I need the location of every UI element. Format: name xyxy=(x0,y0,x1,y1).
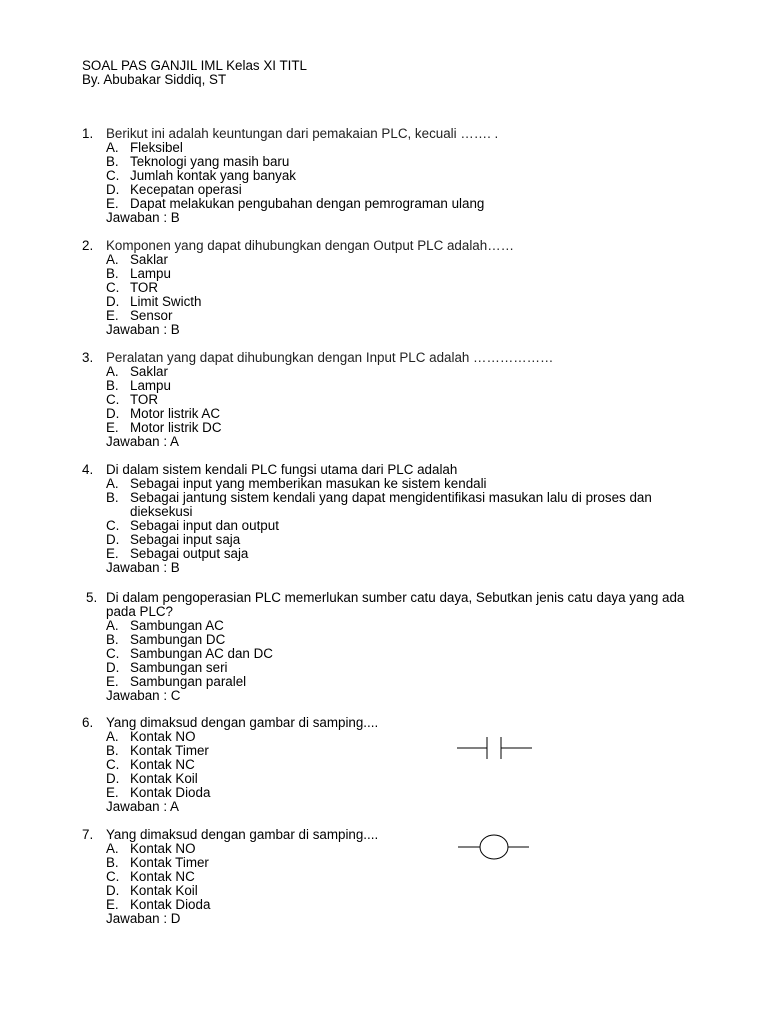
option-d xyxy=(106,295,702,309)
option-letter: B. xyxy=(106,855,119,870)
option-e xyxy=(106,786,702,800)
option-text: Dapat melakukan pengubahan dengan pemrograman ulang xyxy=(130,196,485,211)
option-d xyxy=(106,407,702,421)
option-text: Sebagai input yang memberikan masukan ke sistem kendali xyxy=(130,476,487,491)
option-text: Sambungan AC xyxy=(130,618,224,633)
option-letter: C. xyxy=(106,392,120,407)
option-text: Sambungan AC dan DC xyxy=(130,646,273,661)
option-d xyxy=(106,661,702,675)
option-letter: B. xyxy=(106,743,119,758)
option-a xyxy=(106,619,702,633)
option-letter: D. xyxy=(106,771,120,786)
option-text: Saklar xyxy=(130,252,168,267)
option-text: Kontak Dioda xyxy=(130,897,211,912)
question-number: 6. xyxy=(82,715,94,730)
option-text: Sebagai output saja xyxy=(130,546,249,561)
question-number: 2. xyxy=(82,238,94,253)
question-number: 5. xyxy=(86,590,98,605)
option-letter: E. xyxy=(106,785,119,800)
option-letter: E. xyxy=(106,308,119,323)
option-letter: D. xyxy=(106,883,120,898)
option-letter: C. xyxy=(106,869,120,884)
option-text: Kecepatan operasi xyxy=(130,182,242,197)
option-list xyxy=(106,619,702,689)
question-text: Peralatan yang dapat dihubungkan dengan Input PLC adalah ……………… xyxy=(106,350,554,365)
option-text: Motor listrik DC xyxy=(130,420,222,435)
option-text: Kontak Koil xyxy=(130,771,198,786)
option-b xyxy=(106,267,702,281)
option-e xyxy=(106,898,702,912)
option-e xyxy=(106,675,702,689)
option-text: Lampu xyxy=(130,378,171,393)
option-text: Kontak Timer xyxy=(130,855,209,870)
answer-key: Jawaban : B xyxy=(106,560,180,575)
answer-key: Jawaban : A xyxy=(106,434,179,449)
option-text: Lampu xyxy=(130,266,171,281)
option-b xyxy=(106,155,702,169)
option-e xyxy=(106,197,702,211)
option-list xyxy=(106,477,702,561)
option-letter: E. xyxy=(106,196,119,211)
option-letter: A. xyxy=(106,140,119,155)
option-b xyxy=(106,491,702,519)
question-text: Yang dimaksud dengan gambar di samping.... xyxy=(106,827,379,842)
coil-icon xyxy=(456,832,532,862)
option-text: Saklar xyxy=(130,364,168,379)
answer-key: Jawaban : B xyxy=(106,322,180,337)
option-text: Kontak Timer xyxy=(130,743,209,758)
option-text: TOR xyxy=(130,280,159,295)
option-list xyxy=(106,842,702,912)
option-d xyxy=(106,772,702,786)
question-2 xyxy=(82,239,702,337)
option-letter: C. xyxy=(106,757,120,772)
question-text: Di dalam sistem kendali PLC fungsi utama dari PLC adalah xyxy=(106,462,458,477)
option-c xyxy=(106,393,702,407)
option-a xyxy=(106,365,702,379)
option-letter: D. xyxy=(106,532,120,547)
option-b xyxy=(106,633,702,647)
document-title: SOAL PAS GANJIL IML Kelas XI TITL xyxy=(82,58,307,73)
question-5 xyxy=(82,591,702,703)
question-3 xyxy=(82,351,702,449)
answer-key: Jawaban : C xyxy=(106,688,181,703)
option-letter: E. xyxy=(106,674,119,689)
option-letter: D. xyxy=(106,406,120,421)
option-b xyxy=(106,856,702,870)
option-text: Sensor xyxy=(130,308,173,323)
normally-open-contact-icon xyxy=(455,735,535,761)
option-e xyxy=(106,547,702,561)
option-a xyxy=(106,477,702,491)
option-a xyxy=(106,253,702,267)
option-letter: E. xyxy=(106,546,119,561)
option-a xyxy=(106,842,702,856)
option-text: Sambungan DC xyxy=(130,632,226,647)
option-c xyxy=(106,281,702,295)
option-letter: D. xyxy=(106,182,120,197)
question-text: Yang dimaksud dengan gambar di samping.... xyxy=(106,715,379,730)
option-letter: A. xyxy=(106,252,119,267)
option-letter: C. xyxy=(106,646,120,661)
answer-key: Jawaban : A xyxy=(106,799,179,814)
answer-key: Jawaban : B xyxy=(106,210,180,225)
option-letter: C. xyxy=(106,168,120,183)
option-c xyxy=(106,519,702,533)
question-number: 3. xyxy=(82,350,94,365)
option-c xyxy=(106,758,702,772)
option-text: Sebagai jantung sistem kendali yang dapat mengidentifikasi masukan lalu di proses dan dieksekusi xyxy=(130,490,652,519)
option-letter: B. xyxy=(106,266,119,281)
option-list xyxy=(106,253,702,323)
question-number: 7. xyxy=(82,827,94,842)
option-text: Fleksibel xyxy=(130,140,183,155)
question-1 xyxy=(82,127,702,225)
option-d xyxy=(106,533,702,547)
option-text: Kontak NO xyxy=(130,729,196,744)
option-list xyxy=(106,365,702,435)
question-4 xyxy=(82,463,702,575)
option-text: Motor listrik AC xyxy=(130,406,221,421)
option-text: TOR xyxy=(130,392,159,407)
question-text: Di dalam pengoperasian PLC memerlukan sumber catu daya, Sebutkan jenis catu daya yang ada pada PLC? xyxy=(106,590,685,619)
option-text: Sebagai input saja xyxy=(130,532,241,547)
option-letter: A. xyxy=(106,841,119,856)
option-list xyxy=(106,141,702,211)
option-letter: D. xyxy=(106,660,120,675)
option-d xyxy=(106,183,702,197)
option-letter: E. xyxy=(106,420,119,435)
question-7 xyxy=(82,828,702,926)
option-text: Teknologi yang masih baru xyxy=(130,154,290,169)
option-letter: B. xyxy=(106,378,119,393)
option-text: Sambungan seri xyxy=(130,660,228,675)
question-number: 4. xyxy=(82,462,94,477)
option-letter: A. xyxy=(106,476,119,491)
option-letter: C. xyxy=(106,518,120,533)
option-text: Jumlah kontak yang banyak xyxy=(130,168,296,183)
question-text: Komponen yang dapat dihubungkan dengan Output PLC adalah…… xyxy=(106,238,514,253)
option-letter: B. xyxy=(106,154,119,169)
option-e xyxy=(106,421,702,435)
answer-key: Jawaban : D xyxy=(106,911,181,926)
option-letter: A. xyxy=(106,364,119,379)
option-letter: A. xyxy=(106,729,119,744)
option-text: Kontak NC xyxy=(130,757,195,772)
option-text: Limit Swicth xyxy=(130,294,202,309)
option-text: Sebagai input dan output xyxy=(130,518,279,533)
option-c xyxy=(106,647,702,661)
question-text: Berikut ini adalah keuntungan dari pemakaian PLC, kecuali ……. . xyxy=(106,126,499,141)
option-c xyxy=(106,870,702,884)
document-author: By. Abubakar Siddiq, ST xyxy=(82,72,227,87)
option-letter: A. xyxy=(106,618,119,633)
option-d xyxy=(106,884,702,898)
option-a xyxy=(106,730,702,744)
option-b xyxy=(106,744,702,758)
question-number: 1. xyxy=(82,126,94,141)
option-text: Kontak NO xyxy=(130,841,196,856)
option-letter: C. xyxy=(106,280,120,295)
option-c xyxy=(106,169,702,183)
option-a xyxy=(106,141,702,155)
option-list xyxy=(106,730,702,800)
option-letter: B. xyxy=(106,632,119,647)
option-text: Kontak Koil xyxy=(130,883,198,898)
option-b xyxy=(106,379,702,393)
option-e xyxy=(106,309,702,323)
option-text: Sambungan paralel xyxy=(130,674,247,689)
option-text: Kontak NC xyxy=(130,869,195,884)
option-letter: B. xyxy=(106,490,119,505)
document-header xyxy=(82,59,307,87)
option-letter: D. xyxy=(106,294,120,309)
question-6 xyxy=(82,716,702,814)
option-letter: E. xyxy=(106,897,119,912)
option-text: Kontak Dioda xyxy=(130,785,211,800)
